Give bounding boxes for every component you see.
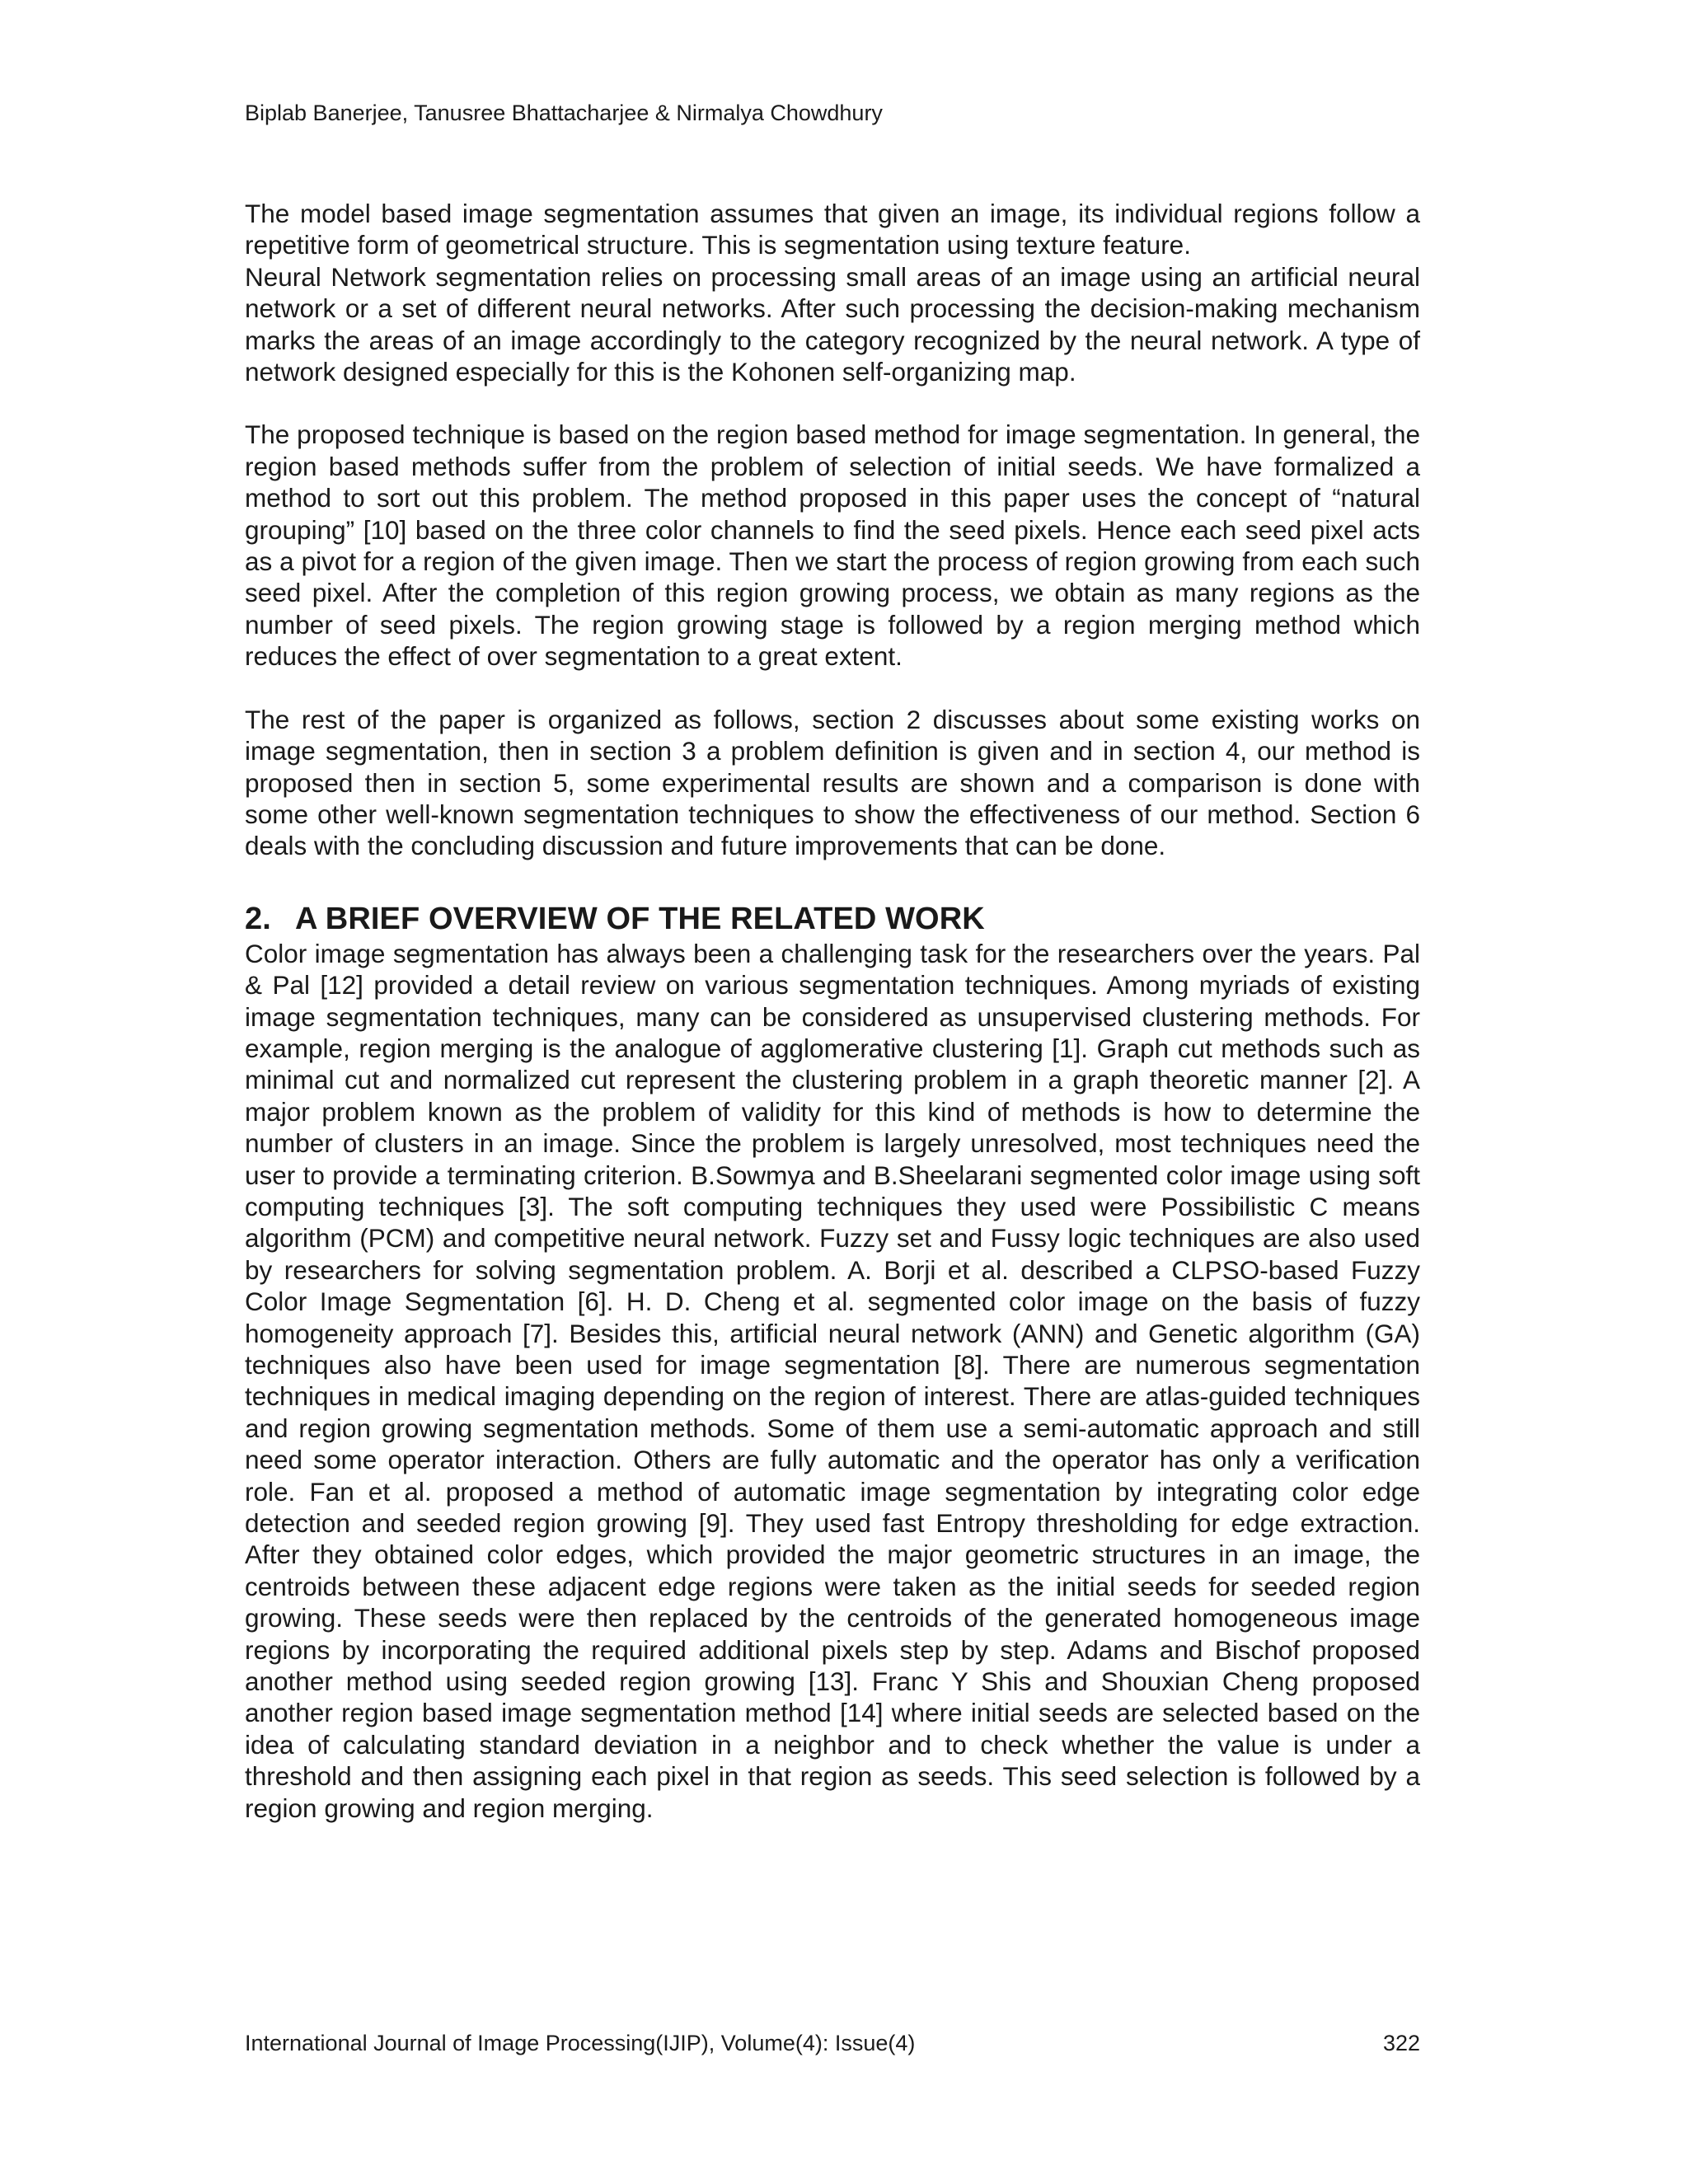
paragraph-gap	[245, 673, 1420, 704]
paragraph-gap	[245, 387, 1420, 419]
journal-citation: International Journal of Image Processing(IJIP), Volume(4): Issue(4)	[245, 2031, 916, 2055]
section-number: 2.	[245, 901, 271, 936]
section-heading	[245, 900, 1420, 938]
page-number: 322	[1382, 2031, 1420, 2055]
paragraph-paper-organization: The rest of the paper is organized as follows, section 2 discusses about some existing works on image segmentation, then in section 3 a problem definition is given and in section 4, our method is proposed then in section 5, some experimental results are shown and a comparison is done with some other well-known segmentation techniques to show the effectiveness of our method. Section 6 deals with the concluding discussion and future improvements that can be done.	[245, 704, 1420, 861]
page-body	[245, 198, 1420, 1824]
section-title: A BRIEF OVERVIEW OF THE RELATED WORK	[295, 901, 985, 936]
paragraph-model-based: The model based image segmentation assumes that given an image, its individual regions follow a repetitive form of geometrical structure. This is segmentation using texture feature.	[245, 199, 1420, 260]
page-footer	[245, 2027, 1420, 2059]
paragraph-related-work: Color image segmentation has always been a challenging task for the researchers over the years. Pal & Pal [12] provided a detail review on various segmentation techniques. Among myriads of existing image segmentation techniques, many can be considered as unsupervised clustering methods. For example, region merging is the analogue of agglomerative clustering [1]. Graph cut methods such as minimal cut and normalized cut represent the clustering problem in a graph theoretic manner [2]. A major problem known as the problem of validity for this kind of methods is how to determine the number of clusters in an image. Since the problem is largely unresolved, most techniques need the user to provide a terminating criterion. B.Sowmya and B.Sheelarani segmented color image using soft computing techniques [3]. The soft computing techniques they used were Possibilistic C means algorithm (PCM) and competitive neural network. Fuzzy set and Fussy logic techniques are also used by researchers for solving segmentation problem. A. Borji et al. described a CLPSO-based Fuzzy Color Image Segmentation [6]. H. D. Cheng et al. segmented color image on the basis of fuzzy homogeneity approach [7]. Besides this, artificial neural network (ANN) and Genetic algorithm (GA) techniques also have been used for image segmentation [8]. There are numerous segmentation techniques in medical imaging depending on the region of interest. There are atlas-guided techniques and region growing segmentation methods. Some of them use a semi-automatic approach and still need some operator interaction. Others are fully automatic and the operator has only a verification role. Fan et al. proposed a method of automatic image segmentation by integrating color edge detection and seeded region growing [9]. They used fast Entropy thresholding for edge extraction. After they obtained color edges, which provided the major geometric structures in an image, the centroids between these adjacent edge regions were taken as the initial seeds for seeded region growing. These seeds were then replaced by the centroids of the generated homogeneous image regions by incorporating the required additional pixels step by step. Adams and Bischof proposed another method using seeded region growing [13]. Franc Y Shis and Shouxian Cheng proposed another region based image segmentation method [14] where initial seeds are selected based on the idea of calculating standard deviation in a neighbor and to check whether the value is under a threshold and then assigning each pixel in that region as seeds. This seed selection is followed by a region growing and region merging.	[245, 938, 1420, 1823]
paragraph-proposed-technique: The proposed technique is based on the region based method for image segmentation. In general, the region based methods suffer from the problem of selection of initial seeds. We have formalized a method to sort out this problem. The method proposed in this paper uses the concept of “natural grouping” [10] based on the three color channels to find the seed pixels. Hence each seed pixel acts as a pivot for a region of the given image. Then we start the process of region growing from each such seed pixel. After the completion of this region growing process, we obtain as many regions as the number of seed pixels. The region growing stage is followed by a region merging method which reduces the effect of over segmentation to a great extent.	[245, 419, 1420, 672]
running-header: Biplab Banerjee, Tanusree Bhattacharjee & Nirmalya Chowdhury	[245, 101, 883, 125]
paragraph-neural-network: Neural Network segmentation relies on processing small areas of an image using an artificial neural network or a set of different neural networks. After such processing the decision-making mechanism marks the areas of an image accordingly to the category recognized by the neural network. A type of network designed especially for this is the Kohonen self-organizing map.	[245, 261, 1420, 387]
